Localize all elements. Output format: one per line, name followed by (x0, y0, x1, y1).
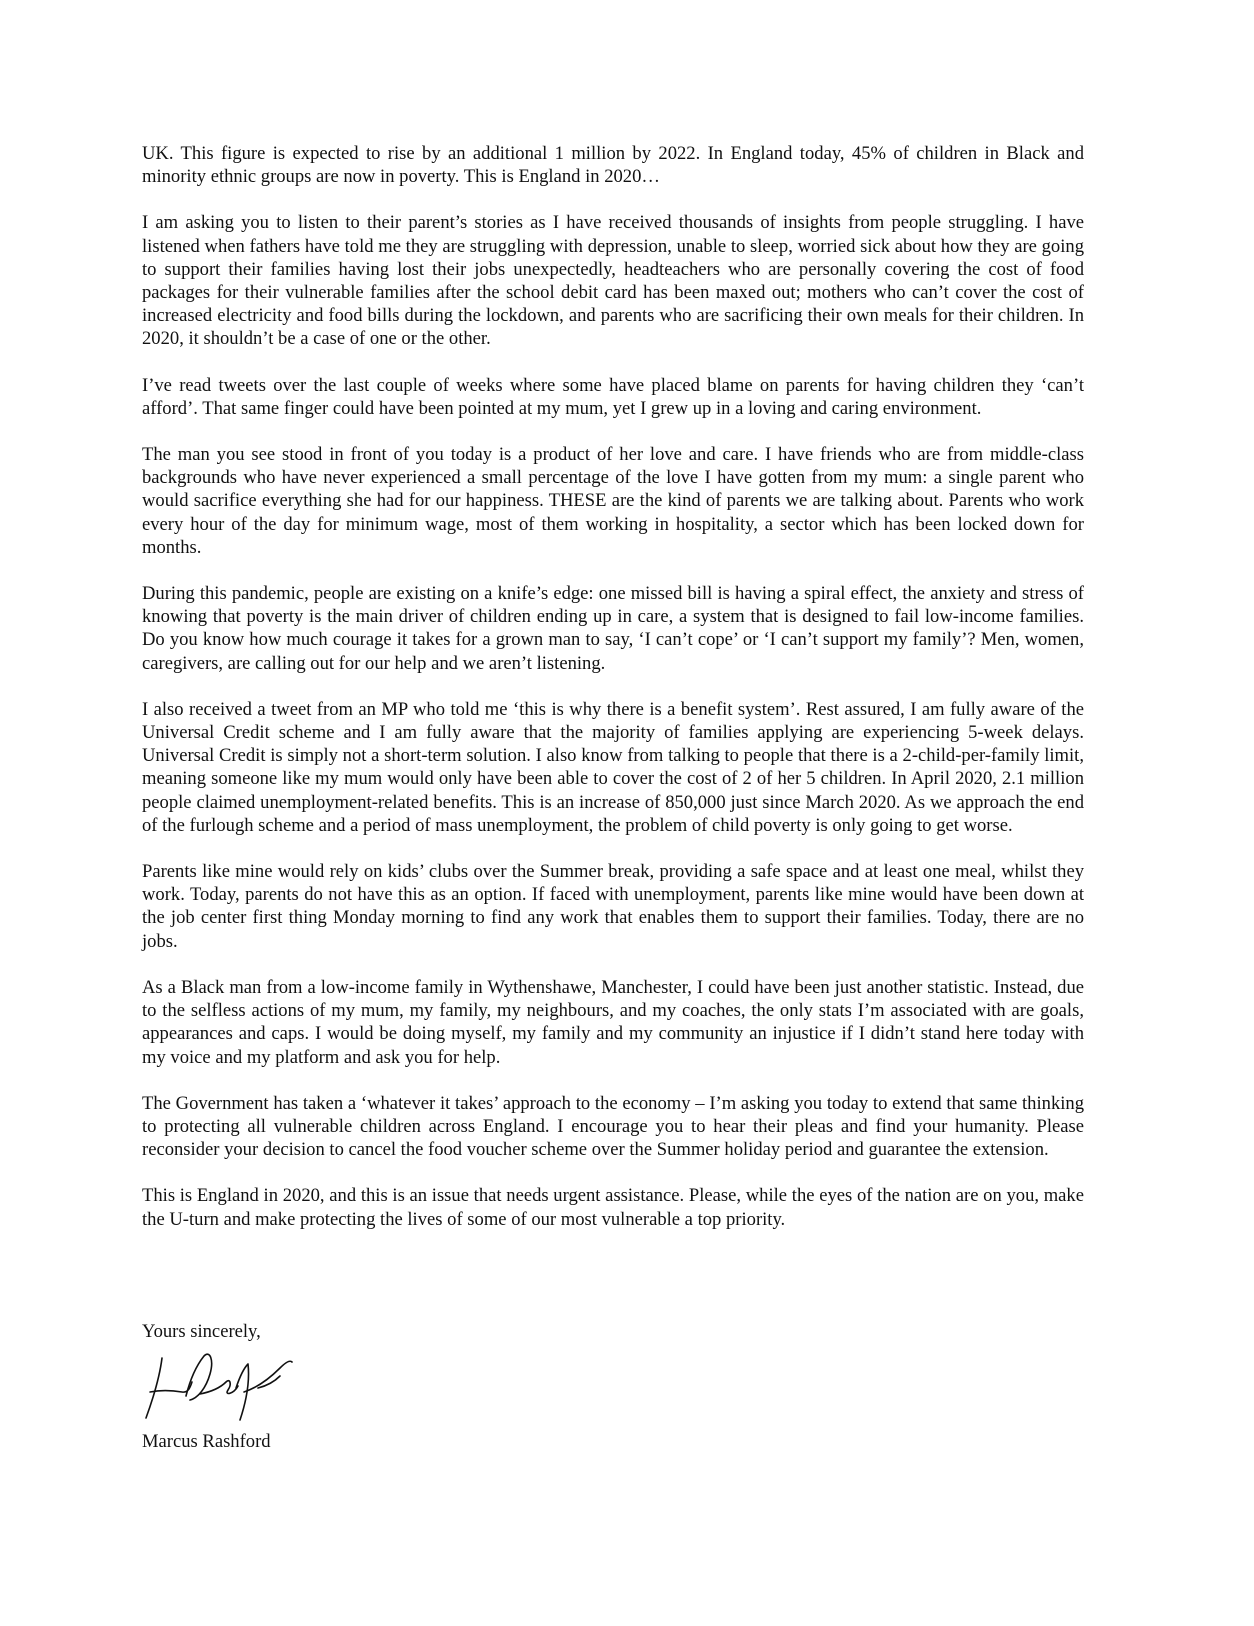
letter-body (142, 142, 1084, 1254)
paragraph-knifes-edge: During this pandemic, people are existing on a knife’s edge: one missed bill is having a spiral effect, the anxiety and stress of knowing that poverty is the main driver of children ending up in care, a system that is designed to fail low-income families. Do you know how much courage it takes for a grown man to say, ‘I can’t cope’ or ‘I can’t support my family’? Men, women, caregivers, are calling out for our help and we aren’t listening. (142, 583, 1084, 674)
paragraph-poverty-statistics: UK. This figure is expected to rise by an additional 1 million by 2022. In England today, 45% of children in Black and minority ethnic groups are now in poverty. This is England in 2020… (142, 143, 1084, 188)
closing-salutation: Yours sincerely, (142, 1321, 261, 1342)
paragraph-benefit-system: I also received a tweet from an MP who told me ‘this is why there is a benefit system’. Rest assured, I am fully aware of the Universal Credit scheme and I am fully aware that the majority of families applying are experiencing 5-week delays. Universal Credit is simply not a short-term solution. I also know from talking to people that there is a 2-child-per-family limit, meaning someone like my mum would only have been able to cover the cost of 2 of her 5 children. In April 2020, 2.1 million people claimed unemployment-related benefits. This is an increase of 850,000 just since March 2020. As we approach the end of the furlough scheme and a period of mass unemployment, the problem of child poverty is only going to get worse. (142, 698, 1084, 836)
signatory-name: Marcus Rashford (142, 1431, 271, 1452)
handwritten-signature-icon (140, 1352, 300, 1424)
paragraph-statistic: As a Black man from a low-income family in Wythenshawe, Manchester, I could have been just another statistic. Instead, due to the selfless actions of my mum, my family, my neighbours, and my coaches, the only stats I’m associated with are goals, appearances and caps. I would be doing myself, my family and my community an injustice if I didn’t stand here today with my voice and my platform and ask you for help. (142, 976, 1084, 1068)
paragraph-whatever-it-takes: The Government has taken a ‘whatever it takes’ approach to the economy – I’m asking you today to extend that same thinking to protecting all vulnerable children across England. I encourage you to hear their pleas and find your humanity. Please reconsider your decision to cancel the food voucher scheme over the Summer holiday period and guarantee the extension. (142, 1092, 1084, 1161)
paragraph-tweets-blame: I’ve read tweets over the last couple of weeks where some have placed blame on parents for having children they ‘can’t afford’. That same finger could have been pointed at my mum, yet I grew up in a loving and caring environment. (142, 374, 1084, 419)
paragraph-parents-stories: I am asking you to listen to their parent’s stories as I have received thousands of insights from people struggling. I have listened when fathers have told me they are struggling with depression, unable to sleep, worried sick about how they are going to support their families having lost their jobs unexpectedly, headteachers who are personally covering the cost of food packages for their vulnerable families after the school debit card has been maxed out; mothers who can’t cover the cost of increased electricity and food bills during the lockdown, and parents who are sacrificing their own meals for their children. In 2020, it shouldn’t be a case of one or the other. (142, 212, 1084, 350)
paragraph-kids-clubs: Parents like mine would rely on kids’ clubs over the Summer break, providing a safe space and at least one meal, whilst they work. Today, parents do not have this as an option. If faced with unemployment, parents like mine would have been down at the job center first thing Monday morning to find any work that enables them to support their families. Today, there are no jobs. (142, 861, 1084, 952)
paragraph-product-of-love: The man you see stood in front of you today is a product of her love and care. I have friends who are from middle-class backgrounds who have never experienced a small percentage of the love I have gotten from my mum: a single parent who would sacrifice everything she had for our happiness. THESE are the kind of parents we are talking about. Parents who work every hour of the day for minimum wage, most of them working in hospitality, a sector which has been locked down for months. (142, 444, 1084, 558)
paragraph-urgent-assistance: This is England in 2020, and this is an issue that needs urgent assistance. Please, while the eyes of the nation are on you, make the U-turn and make protecting the lives of some of our most vulnerable a top priority. (142, 1185, 1084, 1230)
